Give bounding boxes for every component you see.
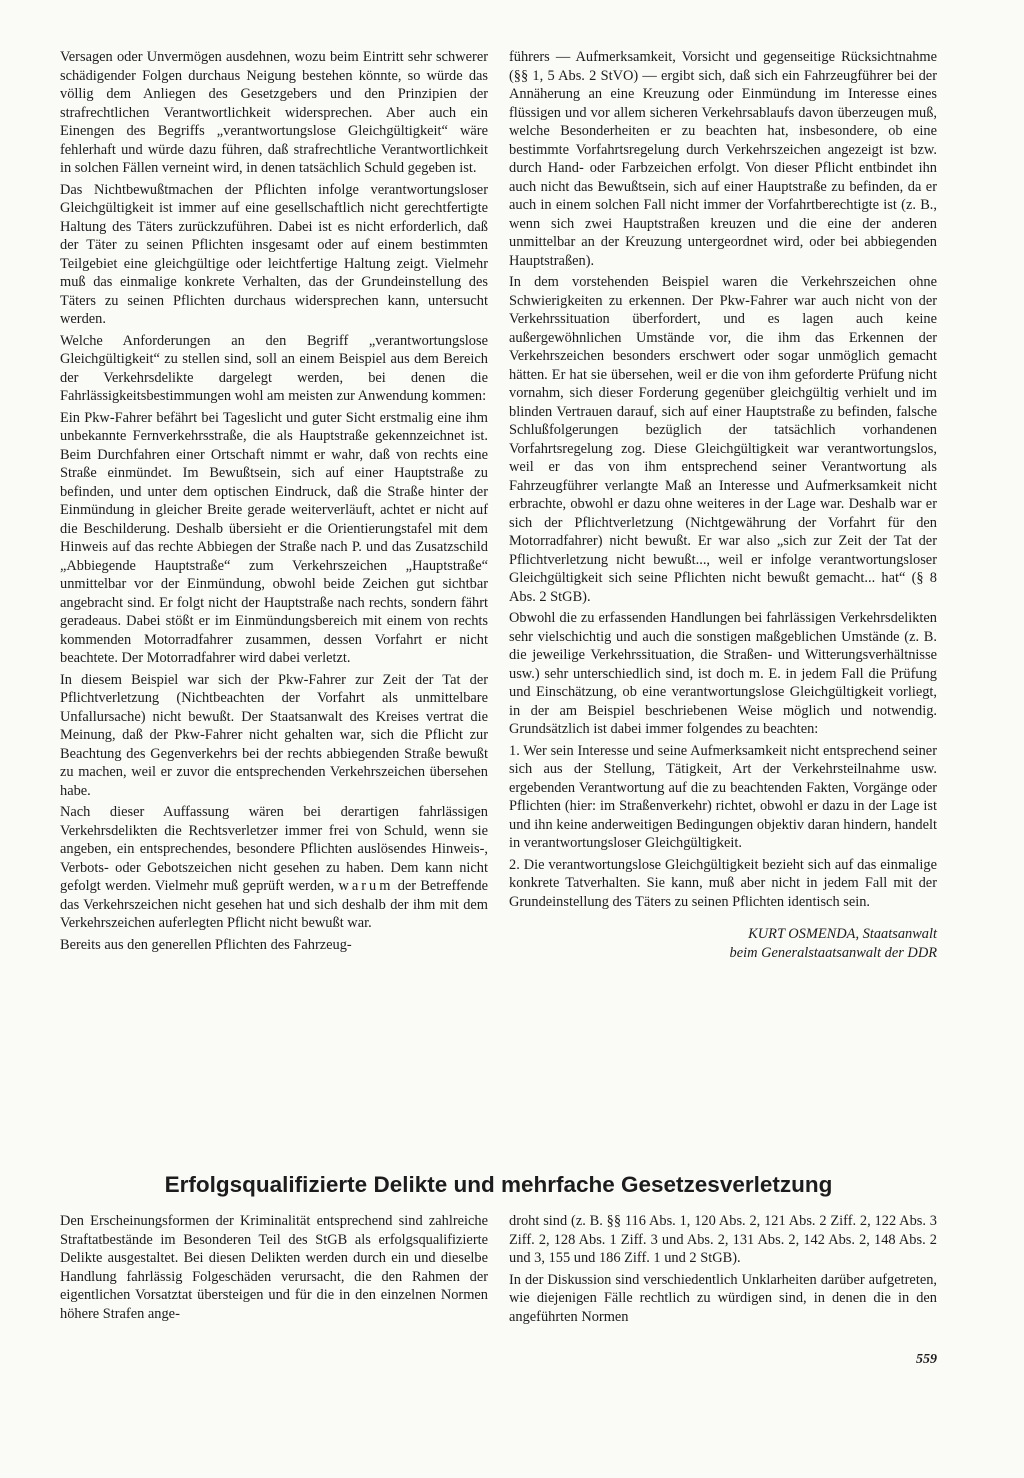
- paragraph-text: Nach dieser Auffassung wären bei derartigen fahrlässigen Verkehrsdelikten die Rechtsverletzer immer frei von Schuld, wenn sie angeben, ein entsprechendes, besondere Pflichten auslösendes Hinweis-, Verbots- oder Gebotszeichen nicht gesehen zu haben. Dem kann nicht gefolgt werden. Vielmehr muß geprüft werden,: [60, 804, 488, 894]
- paragraph: Ein Pkw-Fahrer befährt bei Tageslicht und guter Sicht erstmalig eine ihm unbekannte Fernverkehrsstraße, die als Hauptstraße gekennzeichnet ist. Beim Durchfahren einer Ortschaft nimmt er wahr, daß von rechts eine Straße einmündet. Im Bewußtsein, sich auf einer Hauptstraße zu befinden, und unter dem optischen Eindruck, daß die Straße hinter der Einmündung in gleicher Breite gerade weiterverläuft, achtet er nicht auf die Beschilderung. Deshalb übersieht er die Orientierungstafel mit dem Hinweis auf das rechte Abbiegen der Straße nach P. und das Zusatzschild „Abbiegende Hauptstraße“ zum Verkehrszeichen „Hauptstraße“ unmittelbar vor der Einmündung, obwohl beide Zeichen gut sichtbar angebracht sind. Er folgt nicht der Hauptstraße nach rechts, sondern fährt geradeaus. Dabei stößt er im Einmündungsbereich mit einem von rechts kommenden Motorradfahrer zusammen, dessen Vorfahrt er nicht beachtete. Der Motorradfahrer wird dabei verletzt.: [60, 409, 488, 666]
- article2-column-left: [60, 1212, 488, 1326]
- paragraph: Versagen oder Unvermögen ausdehnen, wozu beim Eintritt sehr schwerer schädigender Folgen durchaus Neigung bestehen könnte, so würde das völlig dem Anliegen des Gesetzgebers und den Prinzipien der strafrechtlichen Verantwortlichkeit widersprechen. Aber auch ein Einengen des Begriffs „verantwortungslose Gleichgültigkeit“ wäre fehlerhaft und würde dazu führen, daß strafrechtliche Verantwortlichkeit in solchen Fällen verneint wird, in denen tatsächlich Schuld gegeben ist.: [60, 49, 488, 176]
- author-signature: [509, 925, 937, 962]
- article-column-left: [60, 48, 488, 957]
- list-item: 1. Wer sein Interesse und seine Aufmerksamkeit nicht entsprechend seiner sich aus der Stellung, Tätigkeit, Art der Verkehrsteilnahme usw. ergebenden Verantwortung auf die zu beachtenden Fakten, Vorgänge oder Pflichten (hier: im Straßenverkehr) richtet, obwohl er dazu in der Lage ist und ihn keine anderweitigen Bedingungen objektiv daran hindern, handelt in verantwortungsloser Gleichgültigkeit.: [509, 742, 937, 851]
- paragraph-text: der Betreffende das Verkehrszeichen nicht gesehen hat und sich deshalb der ihm mit dem Verkehrszeichen auferlegten Pflicht nicht bewußt war.: [60, 878, 488, 931]
- article-heading: Erfolgsqualifizierte Delikte und mehrfache Gesetzesverletzung: [164, 1172, 833, 1197]
- paragraph: [60, 803, 488, 933]
- paragraph: In der Diskussion sind verschiedentlich Unklarheiten darüber aufgetreten, wie diejenigen Fälle rechtlich zu würdigen sind, in denen die in den angeführten Normen: [509, 1271, 937, 1325]
- author-name: KURT OSMENDA, Staatsanwalt: [748, 926, 937, 942]
- emphasis-word: warum: [338, 878, 394, 894]
- paragraph: Den Erscheinungsformen der Kriminalität entsprechend sind zahlreiche Straftatbestände im Besonderen Teil des StGB als erfolgsqualifizierte Delikte ausgestaltet. Bei diesen Delikten werden durch ein und dieselbe Handlung fahrlässig Folgeschäden verursacht, die den Rahmen der eigentlichen Vorsatztat übersteigen und für die in den einzelnen Normen höhere Strafen ange-: [60, 1213, 488, 1322]
- paragraph: Obwohl die zu erfassenden Handlungen bei fahrlässigen Verkehrsdelikten sehr vielschichtig und auch die sonstigen maßgeblichen Umstände (z. B. die jeweilige Verkehrssituation, die Straßen- und Witterungsverhältnisse usw.) sehr unterschiedlich sind, ist doch m. E. in jedem Fall die Prüfung und Einschätzung, ob eine verantwortungslose Gleichgültigkeit vorliegt, in der am Beispiel beschriebenen Weise möglich und notwendig. Grundsätzlich ist dabei immer folgendes zu beachten:: [509, 610, 937, 737]
- paragraph: In dem vorstehenden Beispiel waren die Verkehrszeichen ohne Schwierigkeiten zu erkennen. Der Pkw-Fahrer war auch nicht von der Verkehrssituation überfordert, und es lagen auch keine außergewöhnlichen Umstände vor, die ihm das Erkennen der Verkehrszeichen besonders erschwert oder sogar unmöglich gemacht hätten. Er hat sie übersehen, weil er die von ihm geforderte Prüfung nicht vornahm, sich dieser Forderung gegenüber gleichgültig verhielt und im blinden Vertrauen darauf, sich auf einer Hauptstraße zu befinden, falsche Schlußfolgerungen bezüglich der tatsächlich vorhandenen Vorfahrtsregelung zog. Diese Gleichgültigkeit war verantwortungslos, weil er das von ihm entsprechend seiner Verantwortung als Fahrzeugführer verlangte Maß an Interesse und Aufmerksamkeit nicht erbrachte, obwohl er dazu ohne weiteres in der Lage war. Deshalb war er sich der Pflichtverletzung (Nichtgewährung der Vorfahrt für den Motorradfahrer) nicht bewußt. Er war also „sich zur Zeit der Tat der Pflichtverletzung nicht bewußt..., weil er infolge verantwortungsloser Gleichgültigkeit sich seine Pflichten nicht bewußt gemacht... hat“ (§ 8 Abs. 2 StGB).: [509, 274, 937, 605]
- paragraph: Welche Anforderungen an den Begriff „verantwortungslose Gleichgültigkeit“ zu stellen sind, soll an einem Beispiel aus dem Bereich der Verkehrsdelikte dargelegt werden, bei denen die Fahrlässigkeitsbestimmungen wohl am meisten zur Anwendung kommen:: [60, 332, 488, 404]
- paragraph: führers — Aufmerksamkeit, Vorsicht und gegenseitige Rücksichtnahme (§§ 1, 5 Abs. 2 StVO) — ergibt sich, daß sich ein Fahrzeugführer bei der Annäherung an eine Kreuzung oder Einmündung im Interesse eines flüssigen und vor allem sicheren Verkehrsablaufs davon überzeugen muß, welche Besonderheiten er zu beachten hat, insbesondere, ob eine bestimmte Vorfahrtsregelung durch Verkehrszeichen angezeigt ist bzw. durch Hand- oder Farbzeichen erfolgt. Von dieser Pflicht entbindet ihn auch nicht das Bewußtsein, sich auf einer Hauptstraße zu befinden, da er auch in einem solchen Fall nicht immer der Vorfahrtberechtigte ist (z. B., wenn sich zwei Hauptstraßen kreuzen und die eine der anderen unmittelbar an der Kreuzung untergeordnet wird, oder bei abbiegenden Hauptstraßen).: [509, 49, 937, 269]
- page-number: 559: [916, 1352, 937, 1367]
- paragraph: In diesem Beispiel war sich der Pkw-Fahrer zur Zeit der Tat der Pflichtverletzung (Nichtbeachten der Vorfahrt als unmittelbare Unfallursache) nicht bewußt. Der Staatsanwalt des Kreises vertrat die Meinung, daß der Pkw-Fahrer nicht gehalten war, sich die Pflicht zur Beachtung des Gegenverkehrs bei der rechts abbiegenden Straße bewußt zu machen, weil er zuvor die entsprechenden Verkehrszeichen übersehen habe.: [60, 671, 488, 799]
- paragraph: Das Nichtbewußtmachen der Pflichten infolge verantwortungsloser Gleichgültigkeit ist immer auf eine gesellschaftlich nicht gerechtfertigte Haltung des Täters zurückzuführen. Dabei ist es nicht erforderlich, daß der Täter zu seinen Pflichten insgesamt oder auf einem bestimmten Teilgebiet eine gleichgültige oder leichtfertige Haltung zeigt. Vielmehr muß das einmalige konkrete Verhalten, das der Grundeinstellung des Täters zu seinen Pflichten durchaus widersprechen kann, untersucht werden.: [60, 181, 488, 327]
- list-item: 2. Die verantwortungslose Gleichgültigkeit bezieht sich auf das einmalige konkrete Tatverhalten. Sie kann, muß aber nicht in jedem Fall mit der Grundeinstellung des Täters zu seinen Pflichten identisch sein.: [509, 856, 937, 910]
- paragraph: Bereits aus den generellen Pflichten des Fahrzeug-: [60, 936, 352, 953]
- author-affiliation: beim Generalstaatsanwalt der DDR: [729, 944, 937, 961]
- article2-column-right: [509, 1212, 937, 1329]
- paragraph: droht sind (z. B. §§ 116 Abs. 1, 120 Abs. 2, 121 Abs. 2 Ziff. 2, 122 Abs. 3 Ziff. 2, 128 Abs. 1 Ziff. 3 und Abs. 2, 131 Abs. 2, 142 Abs. 2, 148 Abs. 2 und 3, 155 und 186 Ziff. 1 und 2 StGB).: [509, 1213, 937, 1266]
- article-column-right: [509, 48, 937, 962]
